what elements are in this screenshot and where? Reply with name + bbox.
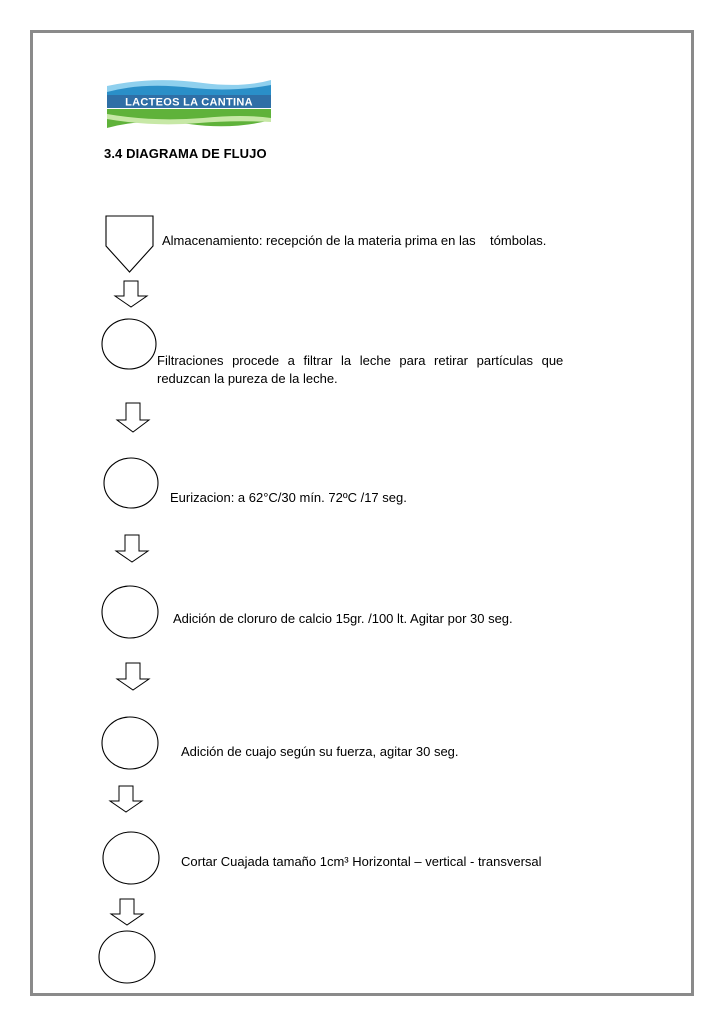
process-circle [102, 319, 156, 369]
down-arrow [117, 663, 149, 690]
step-pasteurization-text: Eurizacion: a 62°C/30 mín. 72ºC /17 seg. [170, 490, 407, 505]
step-curd-cut-text: Cortar Cuajada tamaño 1cm³ Horizontal – vertical - transversal [181, 854, 542, 869]
step-rennet-text: Adición de cuajo según su fuerza, agitar 30 seg. [181, 744, 459, 759]
step-filtration-line2: reduzcan la pureza de la leche. [157, 371, 338, 386]
logo-text: LACTEOS LA CANTINA [125, 96, 253, 109]
process-circle [102, 586, 158, 638]
process-circle [102, 717, 158, 769]
process-circle [104, 458, 158, 508]
step-filtration-text [157, 352, 624, 388]
down-arrow [115, 281, 147, 307]
page-title: 3.4 DIAGRAMA DE FLUJO [104, 146, 267, 161]
down-arrow [117, 403, 149, 432]
down-arrow [111, 899, 143, 925]
step-filtration-line1: Filtraciones procede a filtrar la leche para retirar partículas que [157, 353, 564, 368]
storage-symbol [106, 216, 153, 272]
step-calcium-chloride-text: Adición de cloruro de calcio 15gr. /100 lt. Agitar por 30 seg. [173, 611, 513, 626]
down-arrow [116, 535, 148, 562]
step-storage-text: Almacenamiento: recepción de la materia prima en las tómbolas. [162, 233, 547, 248]
process-circle [103, 832, 159, 884]
process-circle [99, 931, 155, 983]
down-arrow [110, 786, 142, 812]
